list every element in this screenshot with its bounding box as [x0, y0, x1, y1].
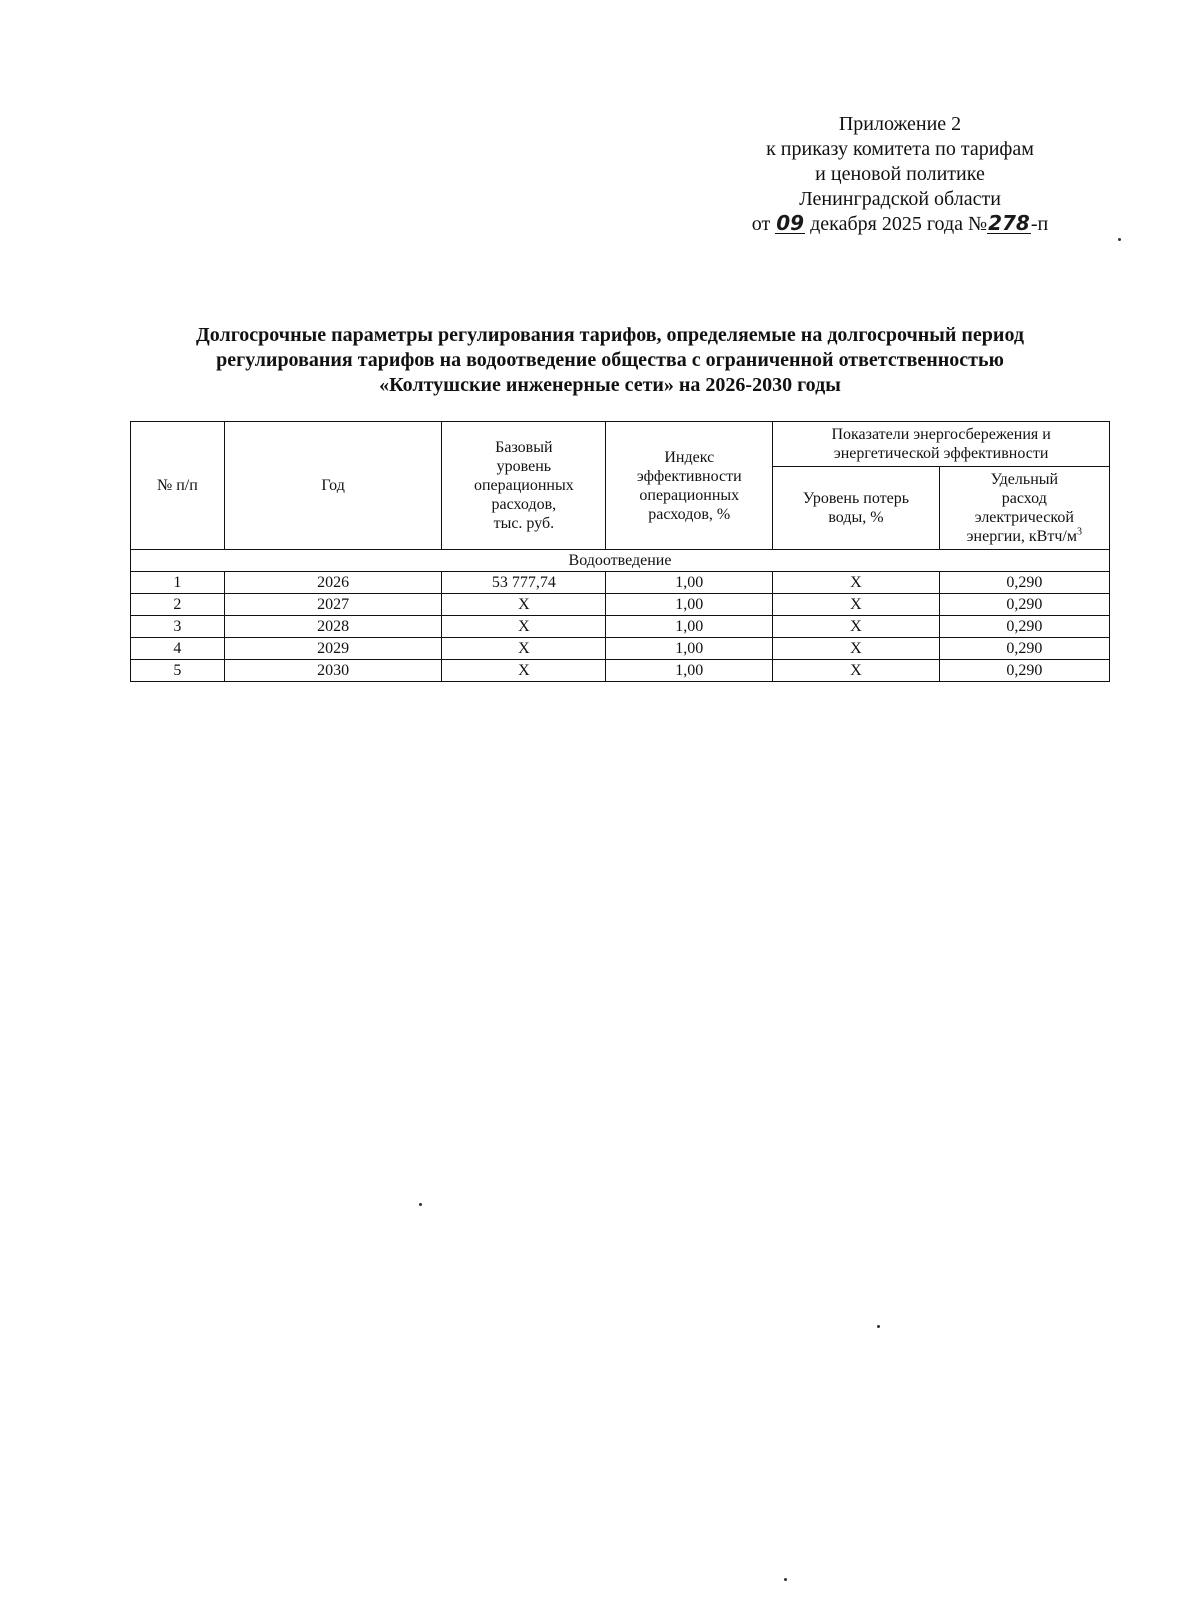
handwritten-order-number: 278: [988, 211, 1030, 235]
annex-date-line: [700, 212, 1100, 237]
annex-line-policy: и ценовой политике: [815, 163, 985, 185]
cell-num: 3: [131, 616, 225, 638]
header-num: № п/п: [131, 422, 225, 550]
cell-losses: Х: [773, 572, 939, 594]
table-row: [131, 572, 1110, 594]
cell-year: 2027: [224, 594, 442, 616]
cell-index: 1,00: [606, 616, 773, 638]
table-row: [131, 638, 1110, 660]
cell-index: 1,00: [606, 594, 773, 616]
title-line-3: «Колтушские инженерные сети» на 2026-2030 годы: [379, 374, 841, 396]
title-line-1: Долгосрочные параметры регулирования тарифов, определяемые на долгосрочный период: [196, 324, 1024, 346]
scan-speck: [419, 1203, 422, 1206]
cell-specific: 0,290: [939, 572, 1109, 594]
annex-header: [700, 112, 1100, 237]
table-row: [131, 594, 1110, 616]
scan-speck: [1118, 238, 1121, 241]
cell-base: Х: [442, 616, 606, 638]
header-energy-group: Показатели энергосбережения и энергетической эффективности: [773, 422, 1110, 467]
annex-title: Приложение 2: [838, 113, 962, 135]
cell-index: 1,00: [606, 638, 773, 660]
cell-index: 1,00: [606, 572, 773, 594]
cell-num: 4: [131, 638, 225, 660]
cell-base: 53 777,74: [442, 572, 606, 594]
cell-specific: 0,290: [939, 638, 1109, 660]
section-row: [131, 550, 1110, 572]
annex-line-order: к приказу комитета по тарифам: [766, 138, 1034, 160]
cell-index: 1,00: [606, 660, 773, 682]
parameters-table: [130, 421, 1110, 682]
header-efficiency-index: Индекс эффективности операционных расходов, %: [606, 422, 773, 550]
cell-losses: Х: [773, 594, 939, 616]
cell-specific: 0,290: [939, 616, 1109, 638]
cell-num: 1: [131, 572, 225, 594]
cell-specific: 0,290: [939, 660, 1109, 682]
header-water-losses: Уровень потерь воды, %: [773, 467, 939, 550]
cell-losses: Х: [773, 616, 939, 638]
cell-year: 2026: [224, 572, 442, 594]
table-row: [131, 660, 1110, 682]
cell-specific: 0,290: [939, 594, 1109, 616]
date-prefix: от: [751, 213, 771, 235]
cell-base: Х: [442, 660, 606, 682]
annex-line-region: Ленинградской области: [799, 188, 1001, 210]
cell-num: 5: [131, 660, 225, 682]
table-row: [131, 616, 1110, 638]
cell-losses: Х: [773, 638, 939, 660]
cell-base: Х: [442, 638, 606, 660]
order-suffix: -п: [1030, 213, 1049, 235]
header-specific-consumption: Удельный расход электрической энергии, кВтч/$м^3$: [939, 467, 1109, 550]
header-base-level: Базовый уровень операционных расходов, тыс. руб.: [442, 422, 606, 550]
title-line-2: регулирования тарифов на водоотведение общества с ограниченной ответственностью: [216, 349, 1004, 371]
header-year: Год: [224, 422, 442, 550]
scan-speck: [784, 1578, 787, 1581]
cell-year: 2030: [224, 660, 442, 682]
date-month-year: декабря 2025 года №: [810, 213, 988, 235]
document-title: [95, 323, 1125, 398]
scan-speck: [877, 1325, 880, 1328]
handwritten-day: 09: [776, 211, 805, 235]
cell-losses: Х: [773, 660, 939, 682]
section-label: Водоотведение: [131, 550, 1110, 572]
cell-base: Х: [442, 594, 606, 616]
cell-num: 2: [131, 594, 225, 616]
cell-year: 2029: [224, 638, 442, 660]
header-row-1: [131, 422, 1110, 467]
cell-year: 2028: [224, 616, 442, 638]
